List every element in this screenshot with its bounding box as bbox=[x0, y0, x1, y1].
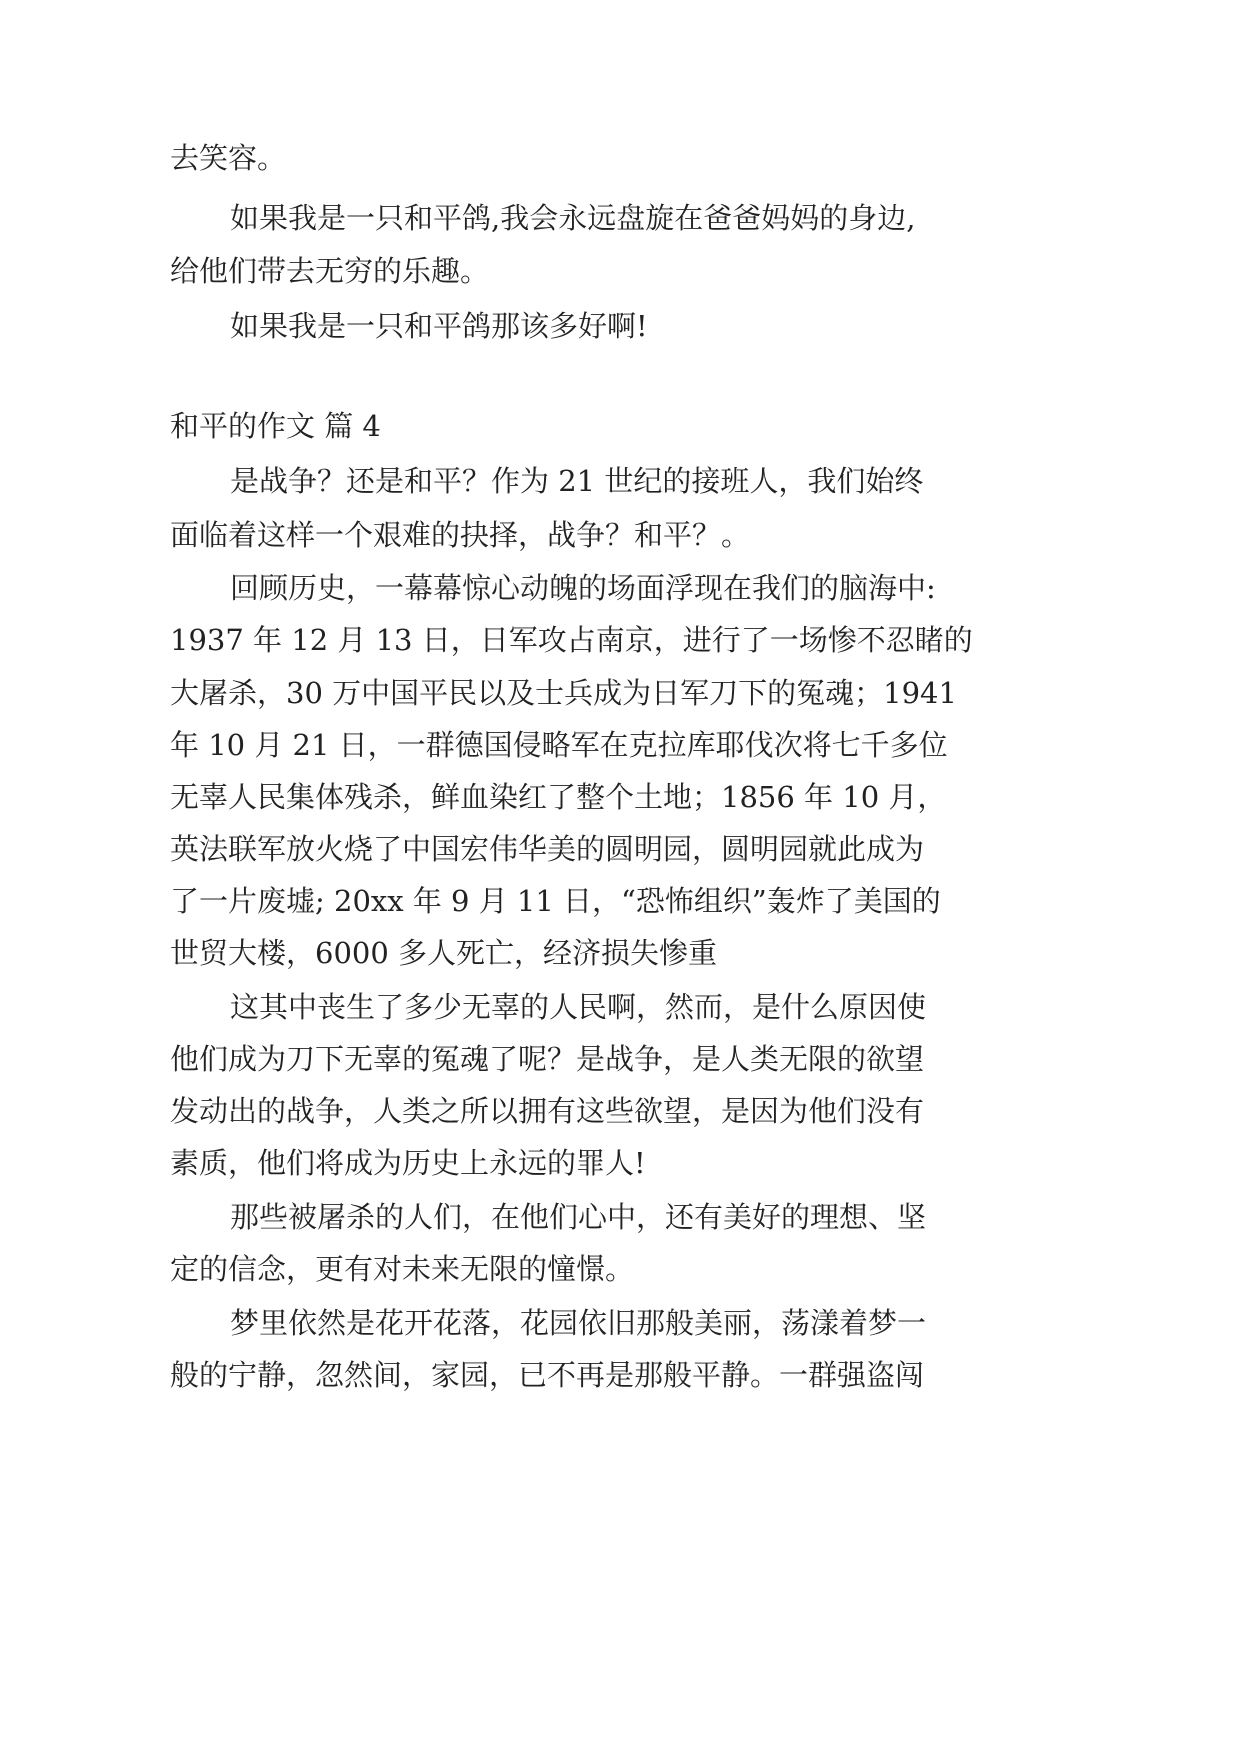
paragraph-line: 面临着这样一个艰难的抉择，战争？和平？。 bbox=[170, 518, 751, 552]
paragraph-line: 世贸大楼，6000 多人死亡，经济损失惨重 bbox=[170, 936, 718, 970]
paragraph-line: 英法联军放火烧了中国宏伟华美的圆明园，圆明园就此成为 bbox=[170, 832, 925, 866]
paragraph-line: 那些被屠杀的人们，在他们心中，还有美好的理想、坚 bbox=[230, 1200, 927, 1234]
paragraph-line: 素质，他们将成为历史上永远的罪人! bbox=[170, 1146, 646, 1180]
paragraph-line: 1937 年 12 月 13 日，日军攻占南京，进行了一场惨不忍睹的 bbox=[170, 623, 973, 657]
paragraph-line: 给他们带去无穷的乐趣。 bbox=[170, 254, 490, 288]
section-heading: 和平的作文 篇 4 bbox=[170, 409, 381, 443]
paragraph-line: 梦里依然是花开花落，花园依旧那般美丽，荡漾着梦一 bbox=[230, 1306, 927, 1340]
paragraph-line: 如果我是一只和平鸽那该多好啊! bbox=[230, 309, 648, 343]
paragraph-line: 发动出的战争，人类之所以拥有这些欲望，是因为他们没有 bbox=[170, 1094, 925, 1128]
paragraph-line: 如果我是一只和平鸽,我会永远盘旋在爸爸妈妈的身边, bbox=[230, 201, 916, 235]
paragraph-line: 是战争？还是和平？作为 21 世纪的接班人，我们始终 bbox=[230, 464, 924, 498]
paragraph-line: 般的宁静，忽然间，家园，已不再是那般平静。一群强盗闯 bbox=[170, 1358, 925, 1392]
paragraph-line: 定的信念，更有对未来无限的憧憬。 bbox=[170, 1252, 635, 1286]
paragraph-line: 大屠杀，30 万中国平民以及士兵成为日军刀下的冤魂；1941 bbox=[170, 676, 957, 710]
paragraph-line: 他们成为刀下无辜的冤魂了呢？是战争，是人类无限的欲望 bbox=[170, 1042, 925, 1076]
paragraph-line: 这其中丧生了多少无辜的人民啊，然而，是什么原因使 bbox=[230, 990, 927, 1024]
paragraph-line: 年 10 月 21 日，一群德国侵略军在克拉库耶伐次将七千多位 bbox=[170, 728, 948, 762]
paragraph-line: 去笑容。 bbox=[170, 141, 287, 175]
paragraph-line: 无辜人民集体残杀，鲜血染红了整个土地；1856 年 10 月， bbox=[170, 780, 947, 814]
paragraph-line: 回顾历史，一幕幕惊心动魄的场面浮现在我们的脑海中: bbox=[230, 571, 936, 605]
paragraph-line: 了一片废墟; 20xx 年 9 月 11 日，“恐怖组织”轰炸了美国的 bbox=[170, 884, 941, 918]
